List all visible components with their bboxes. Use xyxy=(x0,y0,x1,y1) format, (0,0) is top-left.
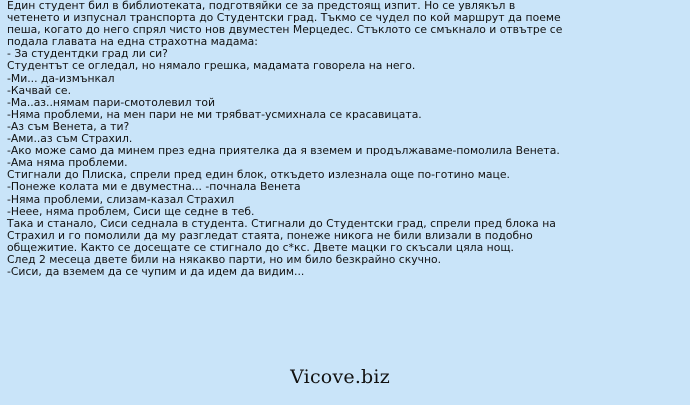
story-line: Страхил и го помолили да му разгледат стаята, понеже никога не били влизали в подобно xyxy=(7,228,533,242)
story-line: четенето и изпуснал транспорта до Студентски град. Тъкмо се чудел по кой маршрут да поеме xyxy=(7,11,561,25)
story-line: -Няма проблеми, на мен пари не ми трябват-усмихнала се красавицата. xyxy=(7,107,422,121)
story-line: Един студент бил в библиотеката, подготвяйки се за предстоящ изпит. Но се увлякъл в xyxy=(7,0,516,12)
story-line: - За студентдки град ли си? xyxy=(7,47,168,61)
story-line: -Няма проблеми, слизам-казал Страхил xyxy=(7,192,235,206)
story-line: пеша, когато до него спрял чисто нов двуместен Мерцедес. Стъклото се смъкнало и отвътре се xyxy=(7,23,563,37)
story-line: -Ма..аз..нямам пари-смотолевил той xyxy=(7,95,215,109)
site-watermark: Vicove.biz xyxy=(290,366,390,388)
story-line: -Ако може само да минем през една приятелка да я вземем и продължаваме-помолила Венета. xyxy=(7,144,560,158)
story-line: -Ама няма проблеми. xyxy=(7,156,128,170)
story-line: -Аз съм Венета, а ти? xyxy=(7,119,130,133)
story-line: -Нееe, няма проблем, Сиси ще седне в теб. xyxy=(7,204,255,218)
story-line: Стигнали до Плиска, спрели пред един блок, откъдето излезнала още по-готино маце. xyxy=(7,168,510,182)
story-line: Студентът се огледал, но нямало грешка, мадамата говорела на него. xyxy=(7,59,416,73)
story-line: -Ми... да-измънкал xyxy=(7,71,115,85)
story-line: -Ами..аз съм Страхил. xyxy=(7,132,133,146)
story-line: След 2 месеца двете били на някакво парти, но им било безкрайно скучно. xyxy=(7,252,442,266)
story-line: -Качвай се. xyxy=(7,83,71,97)
story-line: подала главата на една страхотна мадама: xyxy=(7,35,258,49)
story-line: Така и станало, Сиси седнала в студента. Стигнали до Студентски град, спрели пред блока на xyxy=(7,216,556,230)
story-line: общежитие. Както се досещате се стигнало до с*кс. Двете мацки го скъсали цяла нощ. xyxy=(7,240,514,254)
story-text xyxy=(7,0,687,278)
story-line: -Сиси, да вземем да се чупим и да идем да видим... xyxy=(7,265,305,279)
story-line: -Понеже колата ми е двуместна... -почнала Венета xyxy=(7,180,301,194)
